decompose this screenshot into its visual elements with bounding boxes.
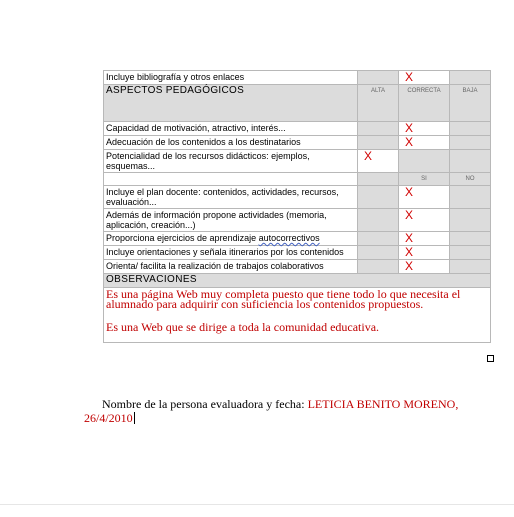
blank-cell: [358, 209, 399, 232]
cell-si[interactable]: [399, 209, 450, 232]
cell-correcta[interactable]: [399, 150, 450, 173]
cell-baja[interactable]: [450, 136, 491, 150]
criterion-label: Orienta/ facilita la realización de trabajos colaborativos: [104, 260, 358, 274]
cell-alta[interactable]: [358, 136, 399, 150]
table-row: [104, 186, 491, 209]
header-alta: ALTA: [358, 85, 399, 122]
sino-header-row: [104, 173, 491, 186]
x-mark: X: [405, 208, 414, 222]
x-mark: X: [405, 245, 414, 259]
table-row: [104, 246, 491, 260]
section-header-row: [104, 85, 491, 122]
evaluation-table: [103, 70, 491, 343]
blank-cell: [358, 260, 399, 274]
table-row: [104, 71, 491, 85]
observaciones-title: OBSERVACIONES: [104, 274, 491, 288]
table-row: [104, 136, 491, 150]
evaluator-value: LETICIA BENITO MORENO, 26/4/2010: [84, 397, 459, 425]
x-mark: X: [364, 149, 373, 163]
cell-no[interactable]: [450, 246, 491, 260]
cell-correcta[interactable]: [399, 71, 450, 85]
cell-alta[interactable]: [358, 122, 399, 136]
criterion-label: [104, 232, 358, 246]
x-mark: X: [405, 259, 414, 273]
cell-no[interactable]: [450, 209, 491, 232]
cell-correcta[interactable]: [399, 122, 450, 136]
criterion-label-start: Proporciona ejercicios de aprendizaje: [106, 233, 259, 243]
cell-no[interactable]: [450, 260, 491, 274]
criterion-label: Capacidad de motivación, atractivo, interés...: [104, 122, 358, 136]
cell-si[interactable]: [399, 186, 450, 209]
cell-alta[interactable]: [358, 150, 399, 173]
observation-paragraph: Es una página Web muy completa puesto que tiene todo lo que necesita el alumnado para adquirir con suficiencia los contenidos propuestos.: [106, 287, 461, 311]
criterion-label: Incluye el plan docente: contenidos, actividades, recursos, evaluación...: [104, 186, 358, 209]
blank-header-cell: [104, 173, 358, 186]
table-row: [104, 232, 491, 246]
cell-baja[interactable]: [450, 71, 491, 85]
criterion-label: Además de información propone actividades (memoria, aplicación, creación...): [104, 209, 358, 232]
cell-si[interactable]: [399, 232, 450, 246]
cell-no[interactable]: [450, 186, 491, 209]
cell-si[interactable]: [399, 260, 450, 274]
criterion-label: Incluye bibliografía y otros enlaces: [104, 71, 358, 85]
cell-baja[interactable]: [450, 122, 491, 136]
header-no: NO: [450, 173, 491, 186]
evaluator-label: Nombre de la persona evaluadora y fecha:: [102, 397, 308, 411]
cell-correcta[interactable]: [399, 136, 450, 150]
observaciones-text[interactable]: [104, 288, 491, 343]
cell-si[interactable]: [399, 246, 450, 260]
table-row: [104, 122, 491, 136]
text-cursor: [134, 412, 135, 424]
x-mark: X: [405, 231, 414, 245]
x-mark: X: [405, 135, 414, 149]
table-resize-handle[interactable]: [487, 355, 494, 362]
header-correcta: CORRECTA: [399, 85, 450, 122]
table-row: [104, 209, 491, 232]
x-mark: X: [405, 121, 414, 135]
observation-paragraph: Es una Web que se dirige a toda la comunidad educativa.: [106, 320, 380, 334]
criterion-label: Incluye orientaciones y señala itinerarios por los contenidos: [104, 246, 358, 260]
blank-cell: [358, 246, 399, 260]
evaluator-line[interactable]: [84, 397, 484, 425]
cell-no[interactable]: [450, 232, 491, 246]
cell-alta[interactable]: [358, 71, 399, 85]
x-mark: X: [405, 185, 414, 199]
blank-cell: [358, 232, 399, 246]
spellcheck-word: autocorrectivos: [258, 233, 320, 243]
table-row: [104, 260, 491, 274]
cell-baja[interactable]: [450, 150, 491, 173]
x-mark: X: [405, 70, 414, 84]
section-title: ASPECTOS PEDAGÓGICOS: [104, 85, 358, 122]
observaciones-body-row: [104, 288, 491, 343]
header-si: SI: [399, 173, 450, 186]
observaciones-header-row: [104, 274, 491, 288]
blank-header-cell: [358, 173, 399, 186]
criterion-label: Adecuación de los contenidos a los destinatarios: [104, 136, 358, 150]
header-baja: BAJA: [450, 85, 491, 122]
criterion-label: Potencialidad de los recursos didácticos: ejemplos, esquemas...: [104, 150, 358, 173]
page-edge: [0, 504, 514, 505]
table-row: [104, 150, 491, 173]
blank-cell: [358, 186, 399, 209]
